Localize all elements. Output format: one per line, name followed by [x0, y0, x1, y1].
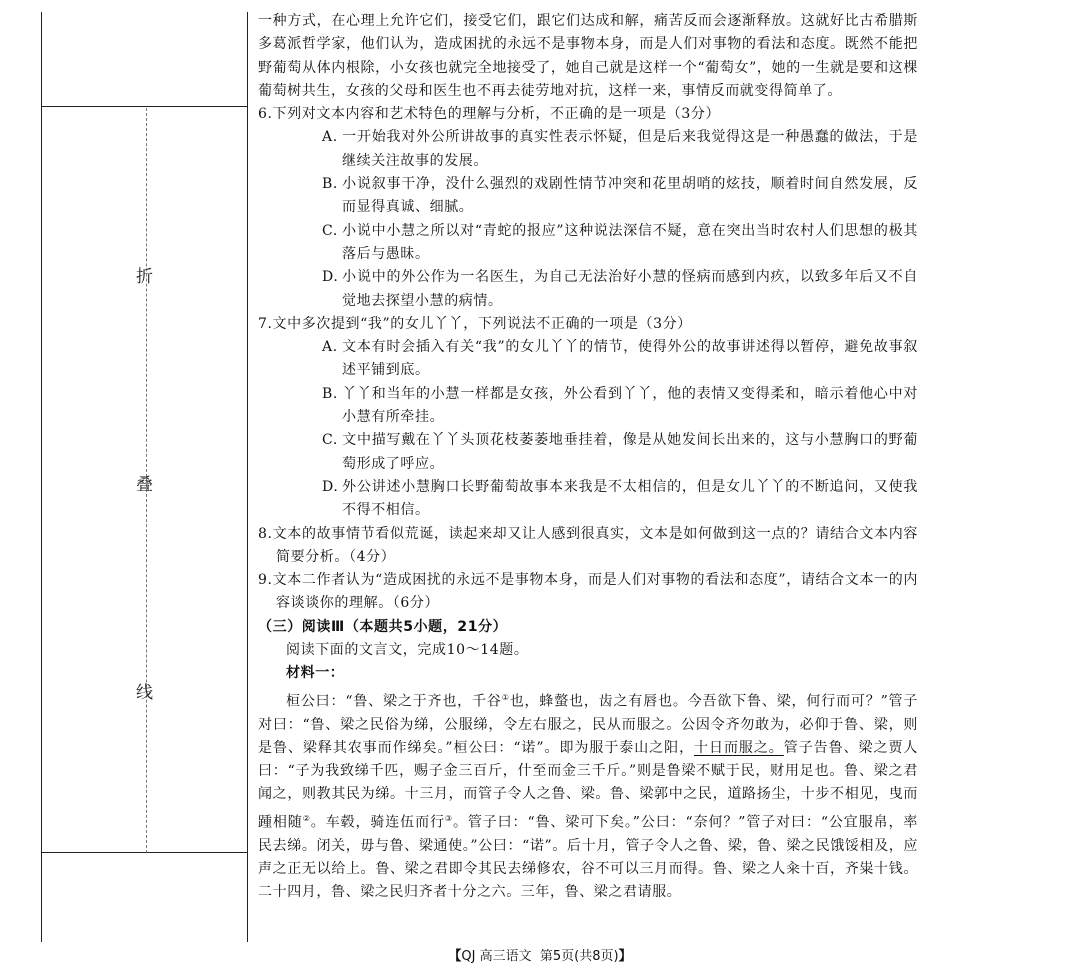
option-text: 小说中小慧之所以对“青蛇的报应”这种说法深信不疑，意在突出当时农村人们思想的极其落后与愚昧。: [342, 222, 918, 262]
footnote-marker-2: ②: [302, 813, 311, 823]
fold-label-char-3: 线: [136, 683, 153, 703]
passage-part-2: 也，蜂螫也，齿之有唇也。今吾欲下鲁、梁，何行而可？”管子对曰：“鲁、梁之民俗为绨，公服绨，令左右服之，民从而服之。公因令齐勿敢为，必仰于鲁、梁，则是鲁、梁释其农事而作绨矣。”桓公曰：“诺”。即为服于泰山之阳，: [258, 693, 918, 756]
exam-content: [258, 10, 918, 905]
binding-margin: [0, 0, 250, 980]
option-text: 文中描写戴在丫丫头顶花枝萎萎地垂挂着，像是从她发间长出来的，这与小慧胸口的野葡萄形成了呼应。: [342, 432, 918, 472]
option-text: 一开始我对外公所讲故事的真实性表示怀疑，但是后来我觉得这是一种愚蠢的做法，于是继续关注故事的发展。: [342, 129, 918, 169]
margin-right-rule: [247, 12, 248, 942]
option-text: 小说叙事干净，没什么强烈的戏剧性情节冲突和花里胡哨的炫技，顺着时间自然发展，反而显得真诚、细腻。: [342, 176, 918, 216]
question-6-option-a: [258, 126, 918, 173]
footer-page-number: 第5页(共8页): [539, 949, 619, 964]
margin-bottom-rule: [41, 852, 248, 853]
question-6-option-c: [258, 220, 918, 267]
option-text: 文本有时会插入有关“我”的女儿丫丫的情节，使得外公的故事讲述得以暂停，避免故事叙述平铺到底。: [342, 339, 918, 379]
question-7-option-b: [258, 383, 918, 430]
passage-part-3: 管子告鲁、梁之贾人曰：“子为我致绨千匹，赐子金三百斤，什至而金三千斤。”则是鲁梁不赋于民，财用足也。鲁、梁之君闻之，则教其民为绨。十三月，而管子令人之鲁、梁。鲁、梁郭中之民，道路扬尘，十步不相见，曳而踵相随: [258, 739, 918, 831]
option-label: B.: [322, 176, 338, 193]
question-7-option-c: [258, 429, 918, 476]
fold-label-char-1: 折: [136, 267, 153, 287]
material-1-label: 材料一：: [286, 665, 345, 682]
footnote-marker-1: ①: [501, 692, 510, 702]
option-label: C.: [322, 222, 338, 239]
classical-passage: [258, 686, 918, 905]
question-6-option-b: [258, 173, 918, 220]
option-label: A.: [322, 129, 338, 146]
question-8: 8.文本的故事情节看似荒诞，读起来却又让人感到很真实，文本是如何做到这一点的？请结合文本内容简要分析。（4分）: [258, 525, 918, 565]
footnote-marker-3: ③: [444, 813, 453, 823]
section-3-instruction: 阅读下面的文言文，完成10～14题。: [286, 642, 529, 659]
option-label: D.: [322, 478, 339, 495]
option-label: D.: [322, 269, 339, 286]
passage-part-4: 。车毂，骑连伍而行: [310, 814, 445, 831]
question-6-stem: 6.下列对文本内容和艺术特色的理解与分析，不正确的是一项是（3分）: [258, 106, 721, 123]
question-9: 9.文本二作者认为“造成困扰的永远不是事物本身，而是人们对事物的看法和态度”，请结合文本一的内容谈谈你的理解。（6分）: [258, 572, 918, 612]
passage-part-1: 桓公曰：“鲁、梁之于齐也，千谷: [286, 693, 502, 710]
question-7-stem: 7.文中多次提到“我”的女儿丫丫，下列说法不正确的一项是（3分）: [258, 315, 692, 332]
margin-left-rule: [41, 12, 42, 942]
intro-paragraph: 一种方式，在心理上允许它们，接受它们，跟它们达成和解，痛苦反而会逐渐释放。这就好比古希腊斯多葛派哲学家，他们认为，造成困扰的永远不是事物本身，而是人们对事物的看法和态度。既然不能把野葡萄从体内根除，小女孩也就完全地接受了，她自己就是这样一个“葡萄女”，她的一生就是要和这棵葡萄树共生，女孩的父母和医生也不再去徒劳地对抗，这样一来，事情反而就变得简单了。: [258, 13, 918, 99]
option-text: 丫丫和当年的小慧一样都是女孩，外公看到丫丫，他的表情又变得柔和，暗示着他心中对小慧有所牵挂。: [342, 385, 918, 426]
option-label: B.: [322, 385, 338, 402]
fold-label-char-2: 叠: [136, 475, 153, 495]
footer-exam-code: QJ: [461, 949, 476, 964]
passage-underlined-sentence: 十日而服之。: [694, 739, 784, 756]
question-7-option-a: [258, 336, 918, 383]
option-text: 外公讲述小慧胸口长野葡萄故事本来我是不太相信的，但是女儿丫丫的不断追问，又使我不得不相信。: [342, 478, 918, 519]
option-label: C.: [322, 432, 338, 449]
footer-subject: 高三语文: [479, 949, 532, 964]
question-7-option-d: [258, 476, 918, 523]
option-text: 小说中的外公作为一名医生，为自己无法治好小慧的怪病而感到内疚，以致多年后又不自觉地去探望小慧的病情。: [342, 269, 918, 309]
passage-part-5: 。管子曰：“鲁、梁可下矣。”公曰：“奈何？”管子对曰：“公宜服帛，率民去绨。闭关，毋与鲁、梁通使。”公曰：“诺”。后十月，管子令人之鲁、梁，鲁、梁之民饿馁相及，应声之正无以给上。鲁、梁之君即令其民去绨修农，谷不可以三月而得。鲁、梁之人籴十百，齐粜十钱。二十四月，鲁、梁之民归齐者十分之六。三年，鲁、梁之君请服。: [258, 814, 918, 901]
question-6-option-d: [258, 266, 918, 313]
footer-left-bracket: 【: [448, 949, 462, 964]
section-3-title: （三）阅读Ⅲ（本题共5小题，21分）: [258, 618, 508, 635]
margin-top-rule: [41, 106, 248, 107]
option-label: A.: [322, 339, 338, 356]
footer-right-bracket: 】: [618, 949, 632, 964]
page-footer: [0, 945, 1080, 964]
